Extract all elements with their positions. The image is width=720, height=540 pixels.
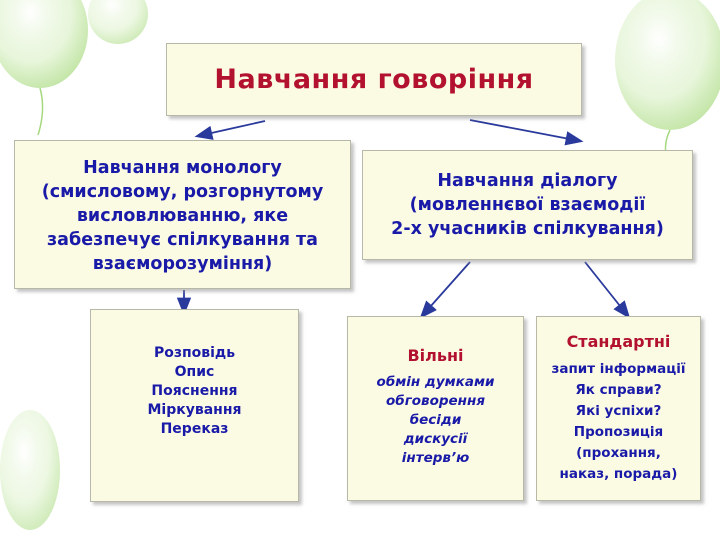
free-dialogue-heading: Вільні [407, 346, 464, 365]
title-box [166, 43, 582, 116]
monologue-type-item: Міркування [147, 402, 242, 418]
standard-dialogue-item: Які успіхи? [575, 403, 662, 419]
free-dialogue-box [347, 316, 524, 501]
standard-dialogue-item: (прохання, [576, 445, 661, 461]
free-dialogue-item: бесіди [409, 412, 462, 428]
balloon-top-right [615, 0, 720, 172]
dialogue-line: 2-х учасників спілкування) [391, 219, 664, 239]
monologue-line: висловлюванню, яке [76, 205, 289, 226]
monologue-type-item: Опис [174, 364, 215, 380]
balloon-top-left [0, 0, 88, 135]
monologue-line: взаєморозуміння) [92, 253, 273, 274]
monologue-line: Навчання монологу [83, 157, 282, 178]
standard-dialogue-heading: Стандартні [566, 332, 671, 351]
dialogue-line: Навчання діалогу [437, 171, 618, 191]
monologue-types-box [90, 309, 299, 502]
standard-dialogue-item: запит інформації [551, 361, 686, 377]
standard-dialogue-item: Як справи? [575, 382, 662, 398]
free-dialogue-item: дискусії [403, 431, 468, 447]
free-dialogue-item: інтерв’ю [401, 450, 470, 466]
standard-dialogue-item: наказ, порада) [559, 466, 678, 482]
monologue-line: забезпечує спілкування та [47, 229, 318, 250]
balloon-bottom-left [0, 410, 60, 530]
free-dialogue-item: обмін думками [376, 374, 495, 390]
diagram-title: Навчання говоріння [214, 64, 534, 95]
free-dialogue-item: обговорення [386, 393, 485, 409]
standard-dialogue-item: Пропозиція [573, 424, 664, 440]
monologue-type-item: Розповідь [153, 345, 236, 361]
dialogue-line: (мовленнєвої взаємодії [409, 195, 646, 215]
monologue-box [14, 140, 351, 289]
balloon-top-mid [88, 0, 148, 44]
monologue-type-item: Переказ [160, 421, 229, 437]
monologue-type-item: Пояснення [151, 383, 238, 399]
monologue-line: (смисловому, розгорнутому [41, 181, 324, 202]
standard-dialogue-box [536, 316, 701, 501]
dialogue-box [362, 150, 693, 260]
